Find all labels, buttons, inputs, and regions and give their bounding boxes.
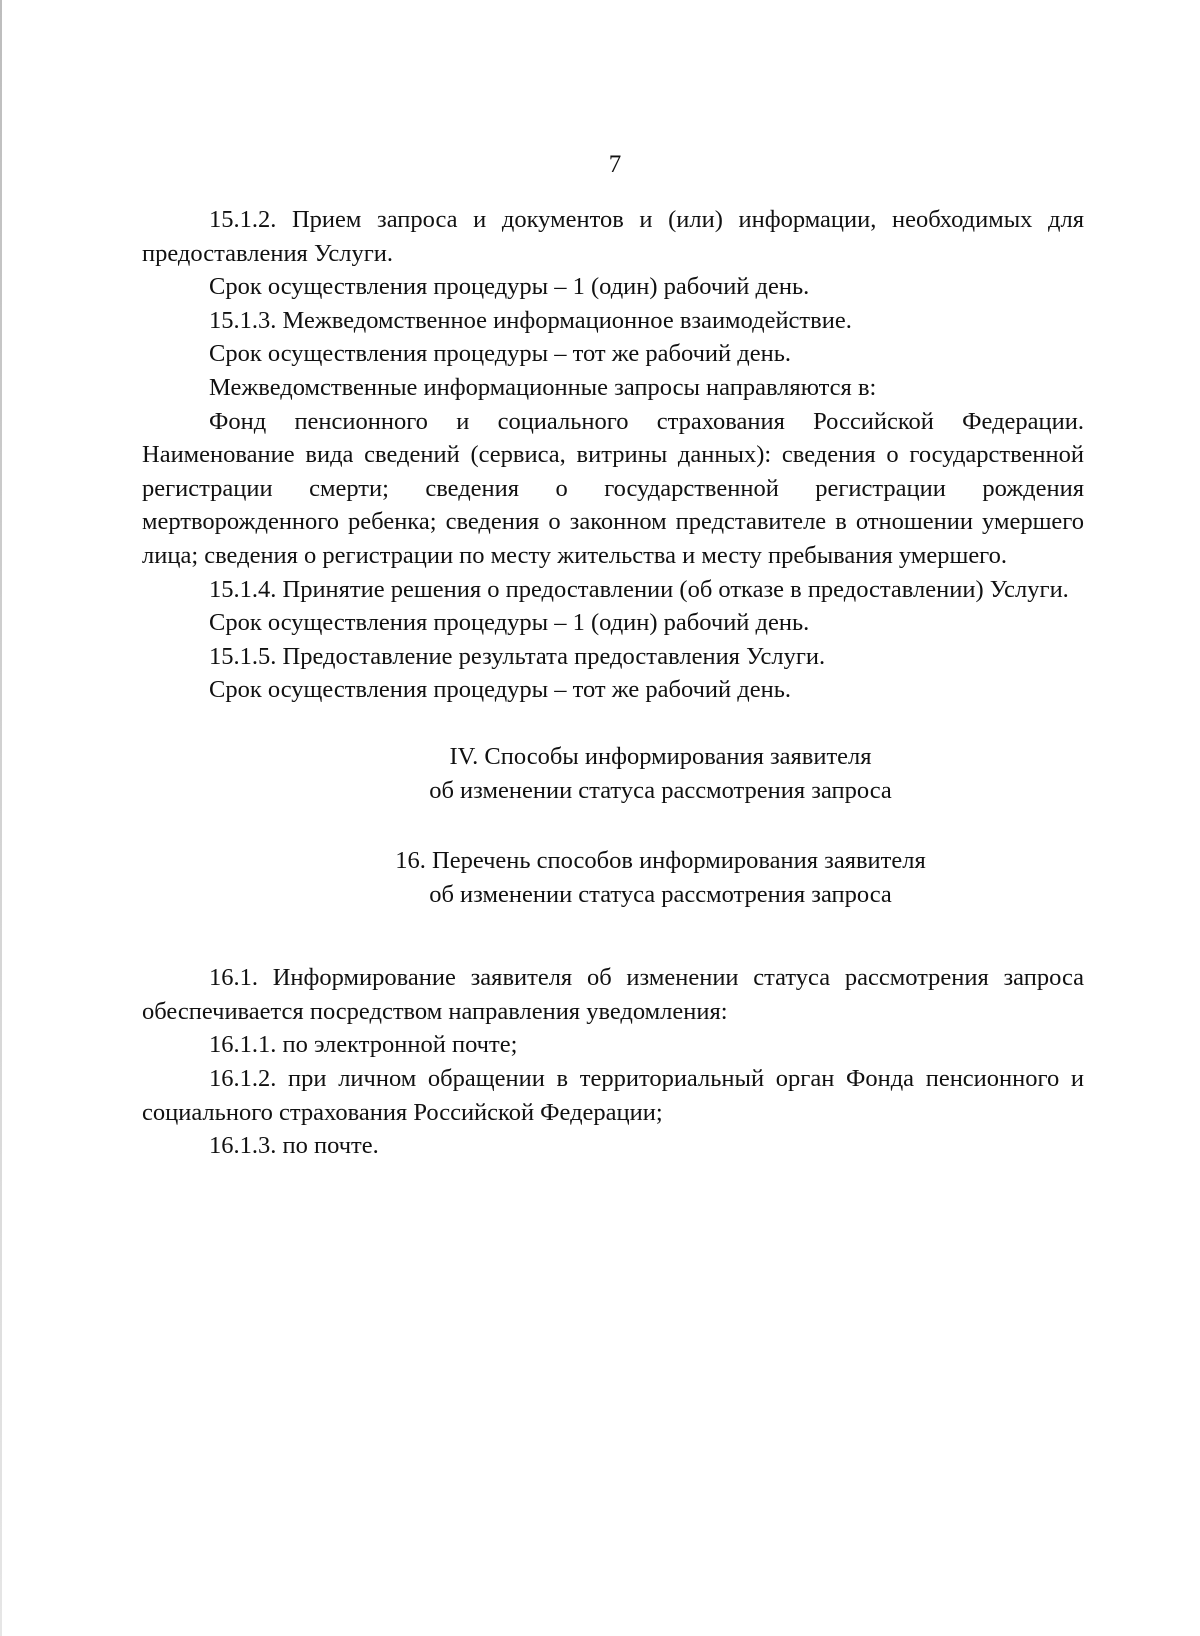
paragraph-16-1: 16.1. Информирование заявителя об изменении статуса рассмотрения запроса обеспечивается посредством направления уведомления: (142, 964, 1084, 1025)
document-body (142, 203, 1084, 1163)
page-number: 7 (608, 151, 622, 178)
spacer (142, 911, 1084, 961)
subsection-heading-line-1: 16. Перечень способов информирования заявителя (395, 847, 926, 875)
paragraph-deadline-2: Срок осуществления процедуры – тот же рабочий день. (209, 340, 791, 368)
spacer (142, 807, 1084, 844)
subsection-heading-line-2: об изменении статуса рассмотрения запроса (429, 880, 892, 908)
paragraph-15-1-3: 15.1.3. Межведомственное информационное взаимодействие. (209, 306, 852, 334)
paragraph-deadline-3: Срок осуществления процедуры – 1 (один) рабочий день. (209, 609, 810, 637)
paragraph-fund-info: Фонд пенсионного и социального страхования Российской Федерации. Наименование вида сведений (сервиса, витрины данных): сведения о государственной регистрации смерти; сведения о государственной регистрации рождения мертворожденного ребенка; сведения о законном представителе в отношении умершего лица; сведения о регистрации по месту жительства и месту пребывания умершего. (142, 407, 1084, 569)
paragraph-deadline-4: Срок осуществления процедуры – тот же рабочий день. (209, 676, 791, 704)
paragraph-16-1-3: 16.1.3. по почте. (209, 1132, 379, 1160)
paragraph-15-1-4: 15.1.4. Принятие решения о предоставлении (об отказе в предоставлении) Услуги. (209, 575, 1069, 603)
paragraph-15-1-2: 15.1.2. Прием запроса и документов и (или) информации, необходимых для предоставления Услуги. (142, 206, 1084, 267)
section-heading-line-1: IV. Способы информирования заявителя (449, 742, 872, 770)
paragraph-deadline-1: Срок осуществления процедуры – 1 (один) рабочий день. (209, 273, 810, 301)
scan-edge (0, 0, 2, 1636)
paragraph-requests-sent-to: Межведомственные информационные запросы направляются в: (209, 373, 877, 401)
paragraph-16-1-2: 16.1.2. при личном обращении в территориальный орган Фонда пенсионного и социального страхования Российской Федерации; (142, 1065, 1084, 1126)
paragraph-15-1-5: 15.1.5. Предоставление результата предоставления Услуги. (209, 642, 826, 670)
paragraph-16-1-1: 16.1.1. по электронной почте; (209, 1031, 518, 1059)
spacer (142, 707, 1084, 740)
section-heading-line-2: об изменении статуса рассмотрения запроса (429, 776, 892, 804)
